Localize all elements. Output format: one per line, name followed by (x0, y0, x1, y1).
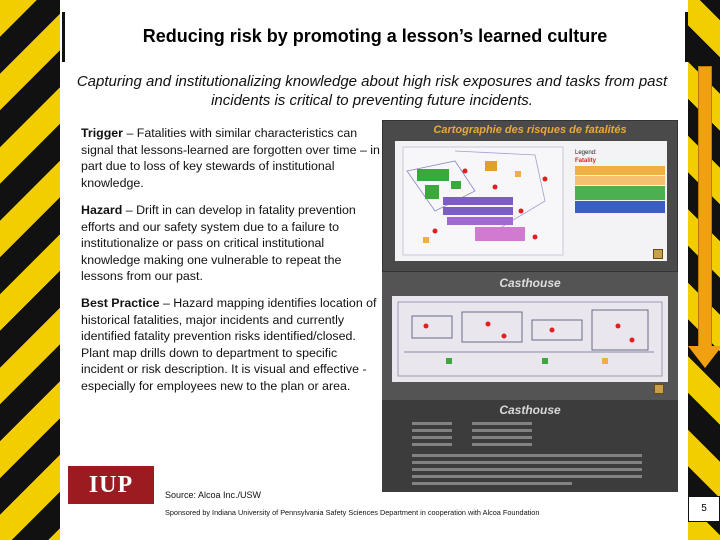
detail-line (412, 443, 452, 446)
detail-line (472, 422, 532, 425)
detail-line (412, 422, 452, 425)
hazard-text: – Drift in can develop in fatality prevention efforts and our safety system due to a failure to institutionalize or pass on critical institutional knowledge making one vulnerable to repeat the lessons from our past. (81, 203, 356, 284)
page-number-badge (688, 496, 720, 522)
slide-title: Reducing risk by promoting a lesson’s learned culture (142, 26, 608, 46)
next-slide-button-2[interactable] (654, 384, 664, 394)
next-slide-button[interactable] (653, 249, 663, 259)
detail-line (472, 436, 532, 439)
title-box (62, 12, 688, 62)
arrow-head-icon (688, 346, 720, 368)
detail-line (412, 475, 642, 478)
detail-line (472, 443, 532, 446)
hazard-map-thumbnail (382, 120, 678, 272)
footer-sponsor: Sponsored by Indiana University of Pennsylvania Safety Sciences Department in cooperation with Alcoa Foundation (165, 508, 540, 517)
legend-swatch-blue (575, 201, 665, 213)
casthouse-floor-plan (392, 296, 668, 382)
best-practice-paragraph (81, 295, 381, 395)
detail-line (412, 436, 452, 439)
hazard-label: Hazard (81, 203, 123, 217)
detail-line (412, 454, 642, 457)
detail-line (472, 429, 532, 432)
legend-swatch-orange (575, 166, 665, 175)
best-practice-label: Best Practice (81, 296, 160, 310)
legend-swatch-light-orange (575, 176, 665, 185)
floor-plan-drawing (392, 296, 668, 382)
casthouse-title-2: Casthouse (499, 403, 561, 417)
source-note: Source: Alcoa Inc./USW (165, 490, 262, 500)
map-thumbnail-title: Cartographie des risques de fatalités (433, 124, 627, 136)
slide-subtitle: Capturing and institutionalizing knowledge about high risk exposures and tasks from past incidents is critical to preventing future incidents. (76, 73, 668, 109)
logo-text: IUP (88, 472, 134, 498)
legend-swatch-green (575, 186, 665, 200)
trigger-paragraph (81, 125, 381, 191)
down-arrow-icon (698, 66, 712, 348)
hazard-paragraph (81, 202, 381, 285)
detail-line (412, 482, 572, 485)
casthouse-details-thumbnail (382, 400, 678, 492)
plant-map-image (395, 141, 667, 261)
detail-line (412, 468, 642, 471)
hazard-stripe-left (0, 0, 60, 540)
page-number: 5 (701, 503, 707, 514)
casthouse-plan-thumbnail (382, 272, 678, 400)
detail-line (412, 461, 642, 464)
trigger-text: – Fatalities with similar characteristics can signal that lessons-learned are forgotten over time – in part due to loss of key stewards of institutional knowledge. (81, 126, 380, 190)
legend-fatality: Fatality (575, 158, 597, 164)
casthouse-title-1: Casthouse (499, 276, 561, 290)
detail-line (412, 429, 452, 432)
best-practice-text: – Hazard mapping identifies location of historical fatalities, major incidents and currently identified fatality prevention risks identified/closed. Plant map drills down to department to specific incident or risk description. It is visual and effective -especially for employees new to the plan or area. (81, 296, 377, 393)
trigger-label: Trigger (81, 126, 123, 140)
legend-heading: Legend: (575, 150, 597, 156)
iup-logo (68, 466, 154, 504)
map-legend (575, 149, 665, 214)
